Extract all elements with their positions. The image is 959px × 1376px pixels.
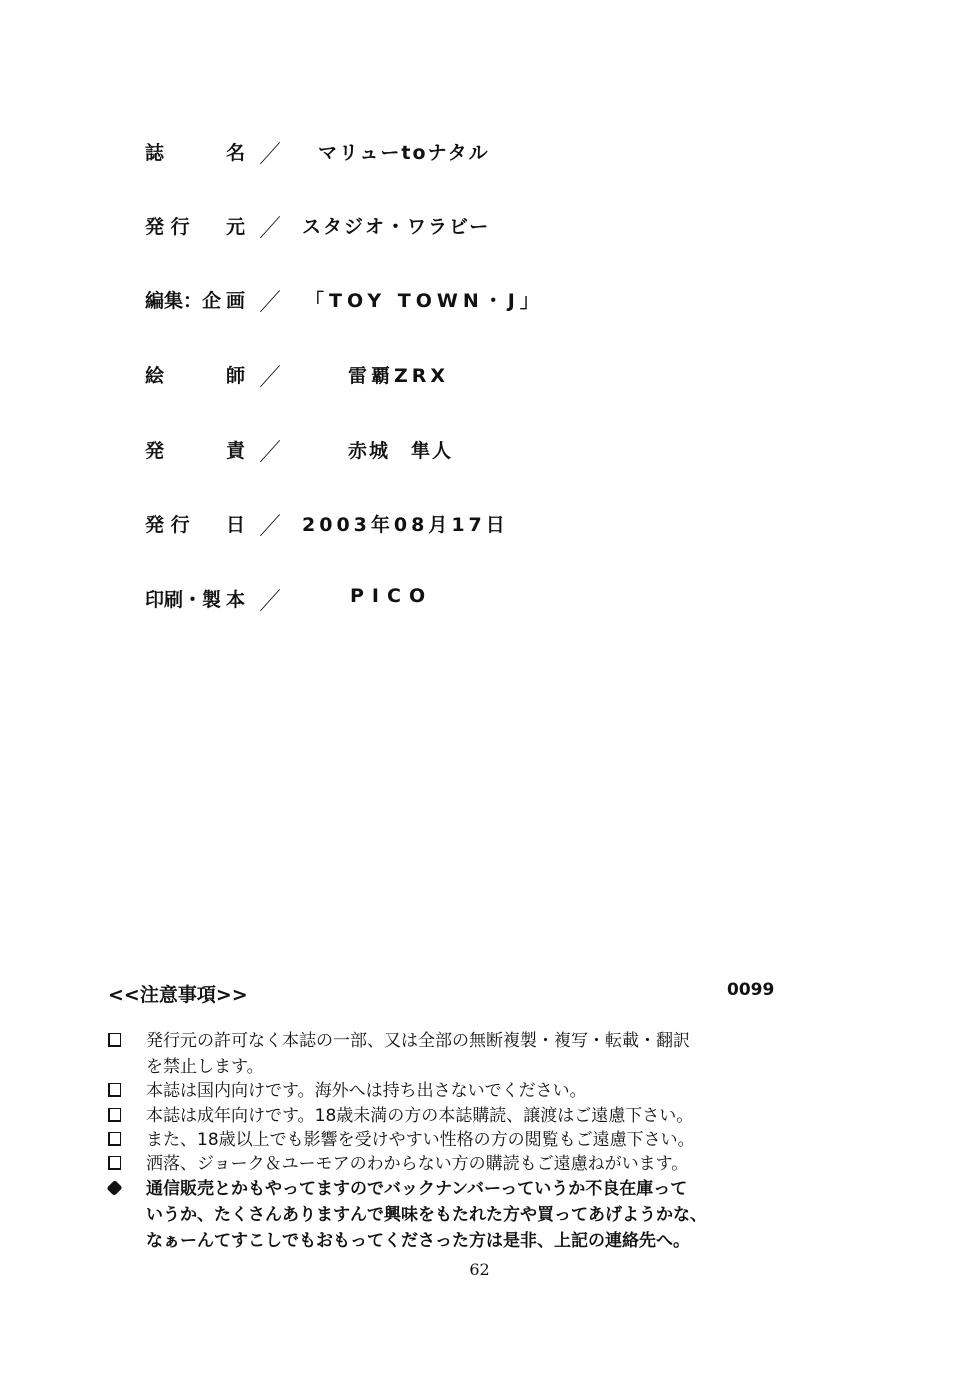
- row-value-title: マリューtoナタル: [318, 142, 490, 164]
- note-item: 通信販売とかもやってますのでバックナンバーっていうか不良在庫って いうか、たくさんありますんで興味をもたれた方や買ってあげようかな、 なぁーんてすこしでもおもってくださった方は是非、上記の連絡先へ。: [108, 1176, 788, 1256]
- note-item: 発行元の許可なく本誌の一部、又は全部の無断複製・複写・転載・翻訳 を禁止します。: [108, 1028, 788, 1080]
- row-slash: ／: [259, 363, 281, 391]
- colophon-row-title: [0, 138, 959, 174]
- row-value-responsible: 赤城 隼人: [348, 440, 454, 462]
- checkbox-icon: [108, 1083, 121, 1097]
- notes-section: [0, 960, 959, 1260]
- row-slash: ／: [259, 214, 281, 242]
- row-label: 発 行 元: [145, 216, 245, 238]
- page-number: 62: [469, 1260, 490, 1279]
- row-slash: ／: [259, 512, 281, 540]
- checkbox-icon: [108, 1033, 121, 1047]
- row-slash: ／: [259, 288, 281, 316]
- colophon-row-publisher: [0, 212, 959, 248]
- row-label: 誌 名: [145, 142, 245, 164]
- row-slash: ／: [259, 140, 281, 168]
- note-item: 本誌は成年向けです。18歳未満の方の本誌購読、譲渡はご遠慮下さい。: [108, 1103, 788, 1129]
- colophon: [0, 0, 959, 640]
- note-item: また、18歳以上でも影響を受けやすい性格の方の閲覧もご遠慮下さい。: [108, 1127, 788, 1153]
- row-label: 発 責: [145, 440, 245, 462]
- colophon-row-printing: [0, 585, 959, 621]
- note-item: 本誌は国内向けです。海外へは持ち出さないでください。: [108, 1078, 788, 1104]
- note-item: 洒落、ジョーク＆ユーモアのわからない方の購読もご遠慮ねがいます。: [108, 1151, 788, 1177]
- checkbox-icon: [108, 1108, 121, 1122]
- notes-title: <<注意事項>>: [108, 984, 248, 1006]
- box-bullet-icon: [106, 1180, 122, 1196]
- colophon-row-responsible: [0, 436, 959, 472]
- row-value-printing: PICO: [350, 585, 434, 607]
- colophon-row-planning: [0, 286, 959, 322]
- colophon-row-artist: [0, 361, 959, 397]
- checkbox-icon: [108, 1132, 121, 1146]
- row-label: 編集：企 画: [145, 290, 245, 312]
- row-label: 発 行 日: [145, 514, 245, 536]
- row-slash: ／: [259, 587, 281, 615]
- colophon-row-date: [0, 510, 959, 546]
- row-slash: ／: [259, 438, 281, 466]
- row-label: 印刷・製 本: [145, 589, 245, 611]
- row-value-date: 2003年08月17日: [302, 514, 509, 536]
- checkbox-icon: [108, 1156, 121, 1170]
- notes-code: 0099: [727, 980, 775, 1000]
- row-label: 絵 師: [145, 365, 245, 387]
- row-value-planning: 「TOY TOWN・J」: [305, 290, 544, 312]
- row-value-artist: 雷覇ZRX: [348, 365, 450, 387]
- row-value-publisher: スタジオ・ワラビー: [302, 216, 491, 238]
